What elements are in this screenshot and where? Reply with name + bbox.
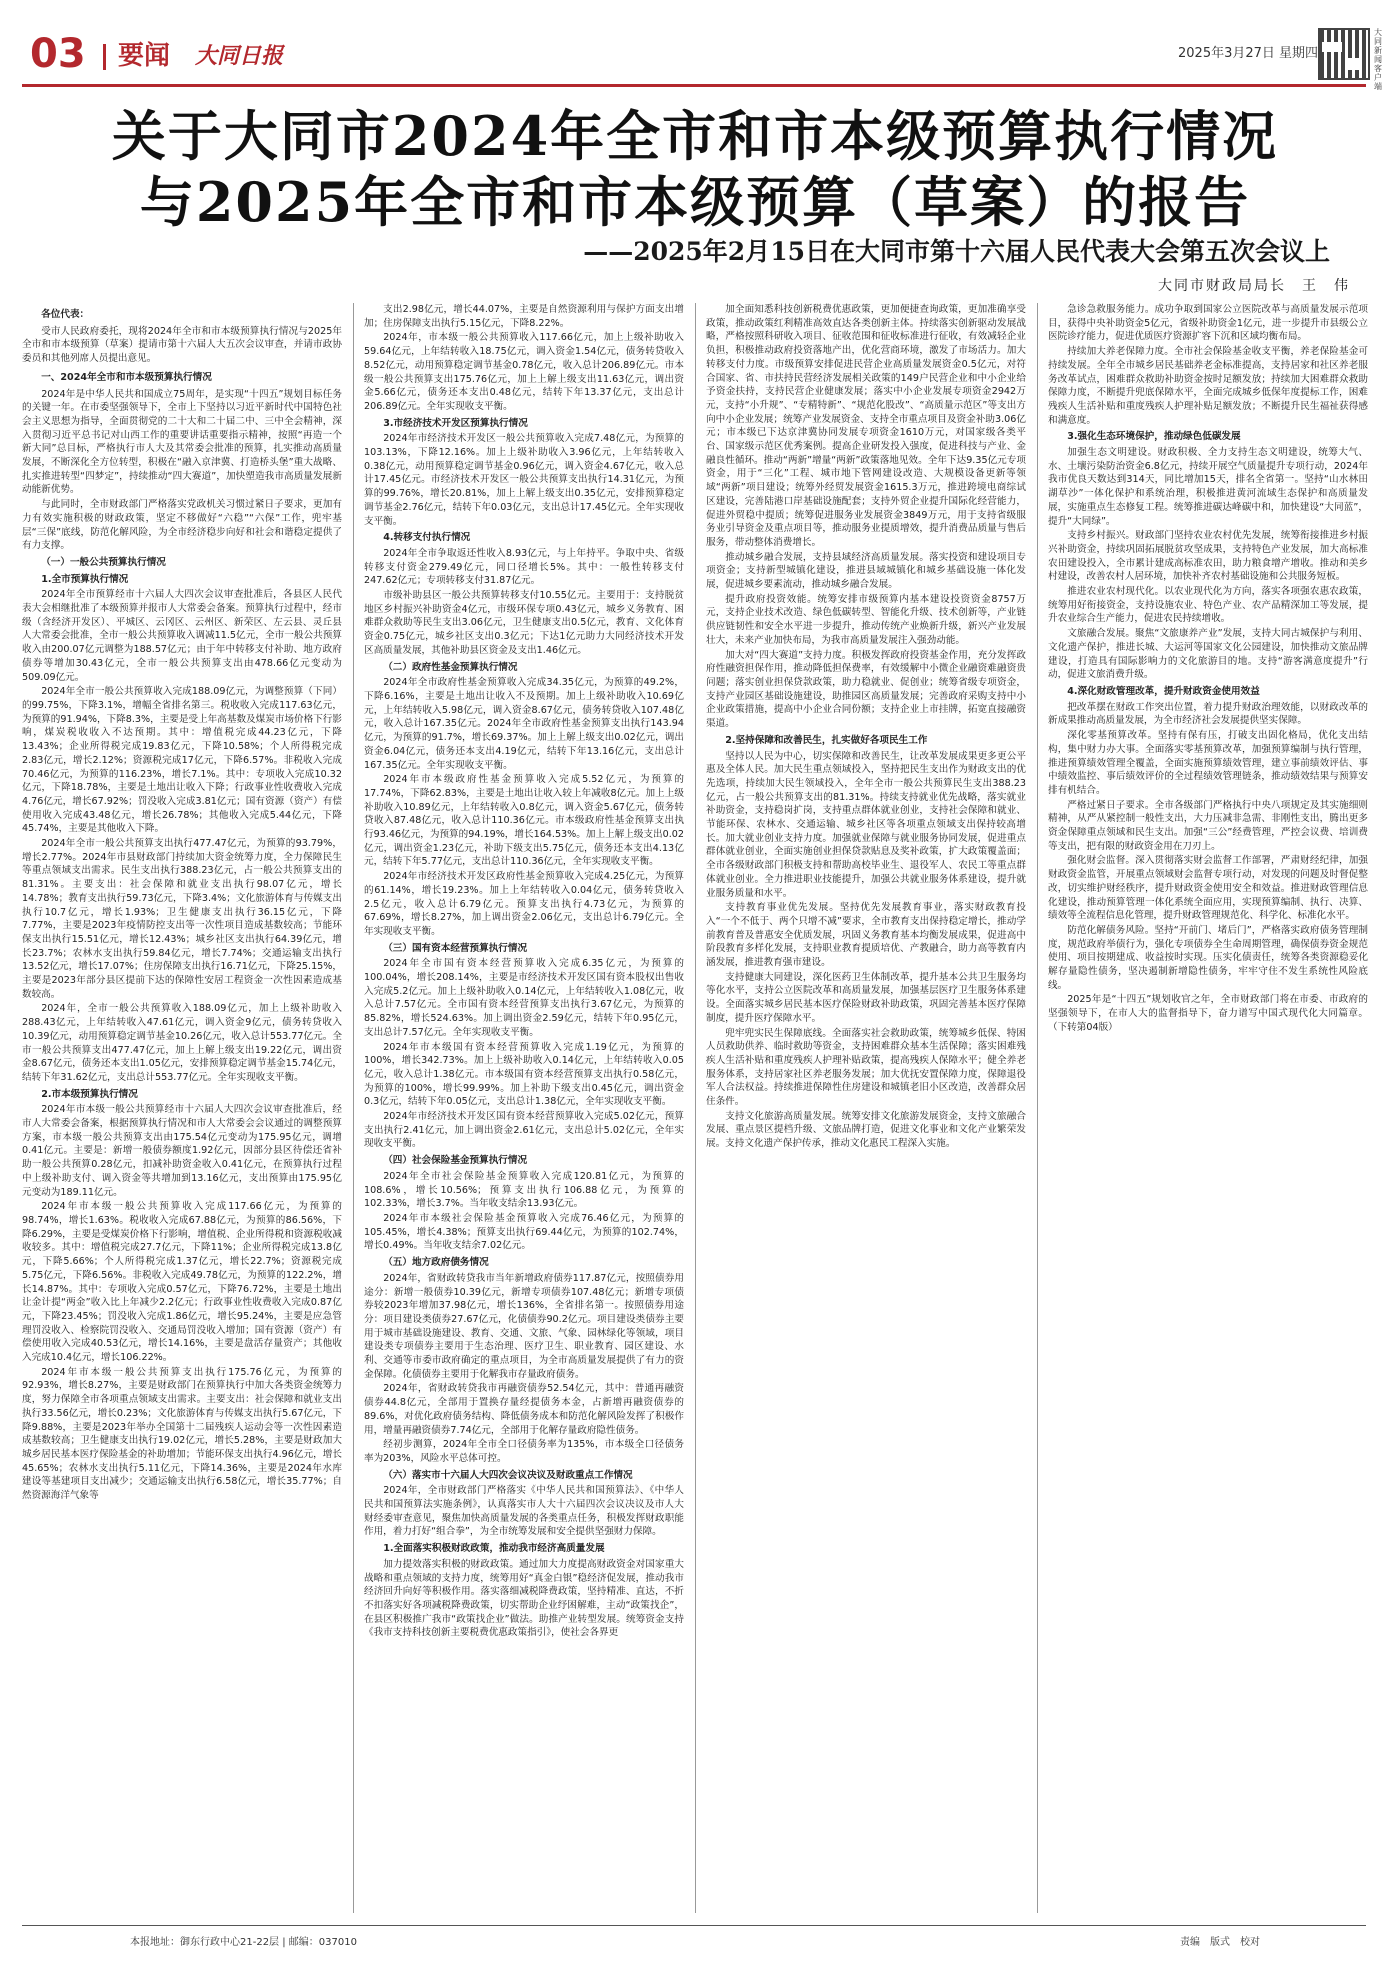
paragraph: 2024年全市社会保险基金预算收入完成120.81亿元，为预算的108.6%，增长10.56%；预算支出执行106.88亿元，为预算的102.33%，增长3.7%。当年收支结余13.93亿元。: [364, 1170, 684, 1210]
paragraph: 加力提效落实积极的财政政策。通过加大力度提高财政资金对国家重大战略和重点领域的支持力度，统筹用好“真金白银”稳经济促发展，推动我市经济回升向好等积极作用。落实落细减税降费政策，坚持精准、直达，不折不扣落实好各项减税降费政策，切实帮助企业纾困解难，主动“政策找企”，在县区积极推广我市“政策找企业”做法。助推产业转型发展。统筹资金支持《我市支持科技创新主要税费优惠政策指引》，使社会各界更: [364, 1558, 684, 1639]
paragraph: 市级补助县区一般公共预算转移支付10.55亿元。主要用于：支持脱贫地区乡村振兴补助资金4亿元，市级环保专项0.43亿元，城乡义务教育、困难群众救助等民生支出3.06亿元，卫生健康支出0.5亿元，教育、文化体育资金0.75亿元，城乡社区支出0.3亿元；下达1亿元助力大同经济技术开发区高质量发展，其他补助县区资金及支出1.46亿元。: [364, 590, 684, 656]
column-divider: [1037, 303, 1038, 1913]
paragraph: 2024年，全市财政部门严格落实《中华人民共和国预算法》、《中华人民共和国预算法实施条例》，认真落实市人大十六届四次会议决议及市人大财经委审查意见，聚焦加快高质量发展的各类重点任务，积极发挥财政职能作用，着力打好“组合拳”，为全市统筹发展和安全提供坚强财力保障。: [364, 1485, 684, 1538]
section-heading: 3.强化生态环境保护，推动绿色低碳发展: [1067, 431, 1241, 443]
paragraph: 2025年是“十四五”规划收官之年，全市财政部门将在市委、市政府的坚强领导下，在市人大的监督指导下，奋力谱写中国式现代化大同篇章。（下转第04版）: [1048, 994, 1368, 1033]
qr-code-detail: [1322, 42, 1342, 52]
paragraph: 严格过紧日子要求。全市各级部门严格执行中央八项规定及其实施细则精神，从严从紧控制一般性支出，大力压减非急需、非刚性支出，腾出更多资金保障重点领域和民生支出。加强“三公”经费管理，严控会议费、培训费等支出，把有限的财政资金用在刀刃上。: [1048, 799, 1368, 852]
paragraph: 2024年市经济技术开发区国有资本经营预算收入完成5.02亿元，预算支出执行2.41亿元，加上调出资金2.61亿元，支出总计5.02亿元，全年实现收支平衡。: [364, 1111, 684, 1150]
section-heading: 4.转移支付执行情况: [383, 532, 471, 544]
paragraph: 2024年市本级政府性基金预算收入完成5.52亿元，为预算的17.74%，下降62.83%，主要是土地出让收入较上年减收8亿元。加上上级补助收入10.89亿元，上年结转收入0.8亿元，调入资金5.67亿元，债务转贷收入87.48亿元，收入总计110.36亿元。市本级政府性基金预算支出执行93.46亿元，为预算的94.19%，增长164.53%。加上上解上级支出0.02亿元，调出资金1.23亿元，补助下级支出5.75亿元，债务还本支出4.13亿元，结转下年5.77亿元，支出总计110.36亿元，全年实现收支平衡。: [364, 774, 684, 868]
article-body: [22, 303, 1368, 1913]
section-heading: （四）社会保险基金预算执行情况: [383, 1155, 528, 1167]
page-number: 03: [30, 31, 86, 77]
qr-code-detail: [1346, 58, 1362, 70]
text-column-4: [1048, 303, 1368, 1913]
paragraph: 2024年全市政府性基金预算收入完成34.35亿元，为预算的49.2%，下降6.16%，主要是土地出让收入不及预期。加上上级补助收入10.69亿元，上年结转收入5.98亿元，调入资金8.67亿元，债务转贷收入107.48亿元，收入总计167.35亿元。2024年全市政府性基金预算支出执行143.94亿元，为预算的91.7%，增长69.37%。加上上解上级支出0.02亿元，调出资金6.04亿元，债务还本支出4.19亿元，结转下年13.16亿元，支出总计167.35亿元。全年实现收支平衡。: [364, 677, 684, 771]
paragraph: 深化零基预算改革。坚持有保有压，打破支出固化格局，优化支出结构，集中财力办大事。全面落实零基预算改革，加强预算编制与执行管理，推进预算绩效管理全覆盖，全面实施预算绩效管理，建立事前绩效评估、事中绩效监控、事后绩效评价的全过程绩效管理链条，推动绩效结果与预算安排有机结合。: [1048, 730, 1368, 796]
paragraph: 2024年是中华人民共和国成立75周年，是实现“十四五”规划目标任务的关键一年。在市委坚强领导下，全市上下坚持以习近平新时代中国特色社会主义思想为指导，全面贯彻党的二十大和二十届二中、三中全会精神，深入贯彻习近平总书记对山西工作的重要讲话重要指示精神，按照“再造一个新大同”总目标，严格执行市人大及其常委会批准的预算，扎实推动高质量发展，不断深化全方位转型，积极在“融入京津冀、打造桥头堡”重大战略、扎实推进转型“四梦定”，持续推动“四大赛道”，加快塑造我市高质量发展新动能新优势。: [22, 388, 342, 496]
paragraph: 文旅融合发展。聚焦“文旅康养产业”发展，支持大同古城保护与利用、文化遗产保护，推进长城、大运河等国家文化公园建设，加快推动文旅品牌建设，打造具有国际影响力的文化旅游目的地。支持“游客满意度提升”行动，促进文旅消费升级。: [1048, 628, 1368, 681]
paragraph: 加强生态文明建设。财政积极、全力支持生态文明建设，统筹大气、水、土壤污染防治资金6.8亿元，持续开展空气质量提升专项行动，2024年我市优良天数达到314天，同比增加15天，排名全省第一。坚持“山水林田湖草沙”一体化保护和系统治理，积极推进黄河流域生态保护和高质量发展，实施重点生态修复工程。统筹推进碳达峰碳中和，加快建设“大同蓝”，提升“大同绿”。: [1048, 447, 1368, 527]
section-heading: 一、2024年全市和市本级预算执行情况: [41, 371, 212, 383]
paragraph: 2024年市经济技术开发区一般公共预算收入完成7.48亿元，为预算的103.13%，下降12.16%。加上上级补助收入3.96亿元，上年结转收入0.38亿元，动用预算稳定调节基金0.96亿元，调入资金4.67亿元，收入总计17.45亿元。市经济技术开发区一般公共预算支出执行14.31亿元，为预算的99.76%，增长20.81%，加上上解上级支出0.35亿元，安排预算稳定调节基金2.76亿元，结转下年0.03亿元，支出总计17.45亿元。全年实现收支平衡。: [364, 433, 684, 527]
section-heading: （六）落实市十六届人大四次会议决议及财政重点工作情况: [383, 1469, 633, 1481]
paragraph: 与此同时，全市财政部门严格落实党政机关习惯过紧日子要求，更加有力有效实施积极的财政政策，坚定不移做好“六稳”“六保”工作，兜牢基层“三保”底线，防范化解风险，为全市经济稳步向好和社会和谐稳定提供了有力支撑。: [22, 499, 342, 552]
paragraph: 2024年全市一般公共预算收入完成188.09亿元，为调整预算（下同）的99.75%，下降3.1%，增幅全省排名第三。税收收入完成117.63亿元，为预算的91.94%，下降8.3%，主要是受上年高基数及煤炭市场价格下行影响，煤炭税收收入不达预期。其中：增值税完成44.23亿元，下降13.43%；企业所得税完成19.83亿元，下降10.58%；个人所得税完成2.83亿元，增长2.12%；资源税完成17亿元，下降6.57%。非税收入完成70.46亿元，为预算的116.23%，增长7.1%。其中：专项收入完成10.32亿元，下降18.78%，主要是土地出让收入下降；行政事业性收费收入完成4.76亿元，增长67.92%；罚没收入完成3.81亿元；国有资源（资产）有偿使用收入完成43.48亿元，增长26.78%；其他收入完成5.44亿元，下降45.74%，主要是其他收入下降。: [22, 686, 342, 835]
paragraph: 2024年，市本级一般公共预算收入117.66亿元，加上上级补助收入59.64亿元，上年结转收入18.75亿元，调入资金1.54亿元，债务转贷收入8.52亿元，动用预算稳定调节基金0.78亿元，收入总计206.89亿元。市本级一般公共预算支出175.76亿元，加上上解上级支出11.63亿元，调出资金5.66亿元，债务还本支出0.48亿元，结转下年13.37亿元，支出总计206.89亿元。全年实现收支平衡。: [364, 332, 684, 412]
text-column-2: [364, 303, 684, 1913]
section-heading: （五）地方政府债务情况: [383, 1257, 489, 1269]
column-divider: [353, 303, 354, 1913]
paragraph: 强化财会监督。深入贯彻落实财会监督工作部署，严肃财经纪律，加强财政资金监管，开展重点领域财会监督专项行动，对发现的问题及时督促整改，切实维护财经秩序，提升财政资金使用安全和效益。推进财政管理信息化建设，推动预算管理一体化系统全面应用，实现预算编制、执行、决算、绩效等全流程信息化管理，提升财政管理规范化、科学化、标准化水平。: [1048, 855, 1368, 922]
masthead-rule: [22, 84, 1366, 87]
section-heading: 各位代表：: [41, 309, 90, 320]
section-heading: （三）国有资本经营预算执行情况: [383, 942, 528, 954]
paragraph: 支出2.98亿元，增长44.07%，主要是自然资源利用与保护方面支出增加；住房保障支出执行5.15亿元，下降8.22%。: [364, 304, 684, 329]
paragraph: 2024年市经济技术开发区政府性基金预算收入完成4.25亿元，为预算的61.14%，增长19.23%。加上上年结转收入0.04亿元，债务转贷收入2.5亿元，收入总计6.79亿元。预算支出执行4.73亿元，为预算的67.69%，增长8.27%，加上调出资金2.06亿元，支出总计6.79亿元。全年实现收支平衡。: [364, 871, 684, 937]
paragraph: 2024年市本级一般公共预算收入完成117.66亿元，为预算的98.74%，增长1.63%。税收收入完成67.88亿元，为预算的86.56%，下降6.29%，主要是受煤炭价格下行影响，增值税、企业所得税和资源税收减收较多。其中：增值税完成27.7亿元，下降11%；企业所得税完成13.8亿元，下降5.66%；个人所得税完成1.37亿元，增长22.7%；资源税完成5.75亿元，下降6.56%。非税收入完成49.78亿元，为预算的122.2%，增长14.87%。其中：专项收入完成0.57亿元，下降76.72%，主要是土地出让金计提“两金”收入比上年减少2.2亿元；行政事业性收费收入完成0.87亿元，下降23.45%；罚没收入完成1.86亿元，增长95.24%，主要是应急管理罚没收入、检察院罚没收入、交通局罚没收入增加；国有资源（资产）有偿使用收入完成40.53亿元，增长14.16%，主要是盘活存量资产；其他收入完成10.4亿元，增长106.22%。: [22, 1201, 342, 1364]
section-heading: 1.全面落实积极财政政策，推动我市经济高质量发展: [383, 1543, 605, 1555]
paragraph: 2024年市本级社会保险基金预算收入完成76.46亿元，为预算的105.45%，增长4.38%；预算支出执行69.44亿元，为预算的102.74%，增长0.49%。当年收支结余7.02亿元。: [364, 1213, 684, 1252]
paragraph: 2024年市本级一般公共预算经市十六届人大四次会议审查批准后，经市人大常委会备案，根据预算执行情况和市人大常委会会议通过的调整预算方案，市本级一般公共预算支出由175.54亿元变动为175.95亿元，调增0.41亿元。主要是：新增一般债券额度1.92亿元，因部分县区待偿还省补助一般公共预算0.28亿元，扣减补助资金收入0.41亿元，在预算执行过程中上级补助支付、调入资金等共增加到13.16亿元，支出预算由175.95亿元变动为189.11亿元。: [22, 1104, 342, 1198]
section-heading: 2.坚持保障和改善民生，扎实做好各项民生工作: [725, 734, 928, 746]
article-title-line-1: 关于大同市2024年全市和市本级预算执行情况: [111, 104, 1279, 168]
text-column-1: [22, 303, 342, 1913]
section-heading: 4.深化财政管理改革，提升财政资金使用效益: [1067, 685, 1260, 697]
paragraph: 2024年全市争取返还性收入8.93亿元，与上年持平。争取中央、省级转移支付资金279.49亿元，同口径增长5%。其中：一般性转移支付247.62亿元；专项转移支付31.87亿元。: [364, 547, 684, 587]
section-label: 要闻: [118, 41, 171, 71]
paragraph: 2024年全市一般公共预算支出执行477.47亿元，为预算的93.79%，增长2.77%。2024年市县财政部门持续加大资金统筹力度，全力保障民生等重点领域支出需求。民生支出执行388.23亿元，占一般公共预算支出的81.31%。主要支出：社会保障和就业支出执行98.07亿元，增长14.78%；教育支出执行59.73亿元，下降3.4%；文化旅游体育与传媒支出执行10.7亿元，增长1.93%；卫生健康支出执行36.15亿元，下降7.77%，主要是2023年疫情防控支出等一次性项目造成基数较高；节能环保支出执行15.51亿元，增长12.43%；城乡社区支出执行64.39亿元，增长23.7%；农林水支出执行59.84亿元，增长7.74%；交通运输支出执行13.52亿元，增长17.07%；住房保障支出执行16.71亿元，下降25.15%，主要是2023年部分县区提前下达的保障性安居工程资金一次性因素造成基数较高。: [22, 838, 342, 1000]
issue-date: 2025年3月27日 星期四: [1178, 46, 1319, 61]
paragraph: 2024年，全市一般公共预算收入188.09亿元，加上上级补助收入288.43亿元，上年结转收入47.61亿元，调入资金9亿元，债务转贷收入10.39亿元，动用预算稳定调节基金10.26亿元，收入总计553.77亿元。全市一般公共预算支出477.47亿元，加上上解上级支出19.22亿元，调出资金8.67亿元，债务还本支出1.05亿元，安排预算稳定调节基金15.74亿元，结转下年31.62亿元，支出总计553.77亿元。全年实现收支平衡。: [22, 1003, 342, 1083]
paragraph: 2024年市本级国有资本经营预算收入完成1.19亿元，为预算的100%，增长342.73%。加上上级补助收入0.14亿元，上年结转收入0.05亿元，收入总计1.38亿元。市本级国有资本经营预算支出执行0.58亿元，为预算的100%，增长99.99%。加上补助下级支出0.45亿元，调出资金0.3亿元，结转下年0.05亿元，支出总计1.38亿元，全年实现收支平衡。: [364, 1041, 684, 1108]
paragraph: 坚持以人民为中心，切实保障和改善民生，让改革发展成果更多更公平惠及全体人民。加大民生重点领域投入，坚持把民生支出作为财政支出的优先选项，持续加大民生领域投入，全年全市一般公共预算民生支出388.23亿元，占一般公共预算支出的81.31%。持续支持就业优先战略，落实就业补助资金，支持稳岗扩岗，支持重点群体就业创业，支持社会保障和就业、节能环保、农林水、交通运输、城乡社区等各项重点领域支出保持较高增长。加大就业创业支持力度。加强就业保障与就业服务协同发展，促进重点群体就业创业，全面实施创业担保贷款贴息及奖补政策，扩大政策覆盖面；全市各级财政部门积极支持和帮助高校毕业生、退役军人、农民工等重点群体就业创业。全力推进职业技能提升，加强公共就业服务体系建设，提升就业服务质量和水平。: [706, 750, 1026, 899]
article-title-line-2: 与2025年全市和市本级预算（草案）的报告: [139, 170, 1251, 234]
section-heading: 2.市本级预算执行情况: [41, 1088, 138, 1100]
masthead-divider: [103, 44, 106, 70]
section-heading: （二）政府性基金预算执行情况: [383, 661, 518, 673]
footer-credits: 责编 版式 校对: [1180, 1937, 1260, 1948]
paragraph: 受市人民政府委托，现将2024年全市和市本级预算执行情况与2025年全市和市本级预算（草案）提请市第十六届人大五次会议审查，并请市政协委员和其他列席人员提出意见。: [22, 325, 342, 365]
section-heading: 1.全市预算执行情况: [41, 573, 129, 585]
paragraph: 2024年全市预算经市十六届人大四次会议审查批准后，各县区人民代表大会相继批准了本级预算并报市人大常委会备案。预算执行过程中，经市级（含经济开发区）、平城区、云冈区、云州区、新荣区、左云县、灵丘县人大常委会批准，全市一般公共预算收入调减11.5亿元，全市一般公共预算收入由200.07亿元调整为188.57亿元；由于年中转移支付补助、地方政府债券等增加30.43亿元，全市一般公共预算支出由478.66亿元变动为509.09亿元。: [22, 589, 342, 683]
paragraph: 推动城乡融合发展，支持县域经济高质量发展。落实投资和建设项目专项资金；支持新型城镇化建设，推进县域城镇化和城乡基础设施一体化发展，促进城乡要素流动，推动城乡融合发展。: [706, 551, 1026, 591]
qr-side-text: 大同新闻客户端: [1374, 28, 1382, 91]
paragraph: 支持乡村振兴。财政部门坚持农业农村优先发展，统筹衔接推进乡村振兴补助资金，持续巩固拓展脱贫攻坚成果，支持特色产业发展，加大高标准农田建设投入，全市累计建成高标准农田，助力粮食增产增收。推动和美乡村建设，改善农村人居环境，加快补齐农村基础设施和公共服务短板。: [1048, 530, 1368, 583]
column-divider: [695, 303, 696, 1913]
paragraph: 加全面知悉科技创新税费优惠政策，更加便捷查询政策，更加准确享受政策，推动政策红利精准高效直达各类创新主体。持续落实创新驱动发展战略，严格按照科研收入项目、征收范围和征收标准进行征收，有效减轻企业负担，积极推动政府投资落地产出，优化营商环境，激发了市场活力。加大转移支付力度。市级预算安排促进民营企业高质量发展资金0.5亿元，对符合国家、省、市扶持民营经济发展相关政策的149户民营企业和中小企业给予资金扶持，支持民营企业健康发展；落实中小企业发展专项资金2942万元，支持“小升规”、“专精特新”、“规范化股改”、“高质量示范区”等支出方向中小企业发展；统筹产业发展资金、支持全市重点项目及资金补助3.06亿元；市本级已下达京津冀协同发展专项资金1610万元，对国家级各类平台、国家级示范区优秀案例。提高企业研发投入强度，促进科技与产业、金融良性循环。推动“两新”增量“两新”政策落地见效。全年下达9.35亿元专项资金，用于“三化”工程、城市地下管网建设改造、大规模设备更新等领域“两新”项目建设；统筹外经贸发展资金1615.3万元，推进跨境电商综试区建设，完善陆港口岸基础设施配套；支持外贸企业提升国际化经营能力，促进外贸稳中提质；统筹促进服务业发展资金3849万元，用于支持省级服务业引导资金及重点项目等，推动服务业提质增效，提升消费品质量与售后服务，带动整体消费增长。: [706, 304, 1026, 548]
qr-code-icon[interactable]: [1318, 28, 1370, 80]
section-heading: 3.市经济技术开发区预算执行情况: [383, 417, 528, 429]
paragraph: 防范化解债务风险。坚持“开前门、堵后门”，严格落实政府债务管理制度，规范政府举债行为，强化专项债券全生命周期管理，确保债券资金规范使用、项目按期建成、收益按时实现。压实化债责任，统筹各类资源稳妥化解存量隐性债务，坚决遏制新增隐性债务，牢牢守住不发生系统性风险底线。: [1048, 924, 1368, 991]
paragraph: 提升政府投资效能。统筹安排市级预算内基本建设投资资金8757万元，支持企业技术改造、绿色低碳转型、智能化升级、技术创新等，产业链供应链韧性和安全水平进一步提升，推动传统产业焕新升级，新兴产业发展壮大，未来产业加快布局，为我市高质量发展注入强劲动能。: [706, 593, 1026, 646]
footer-address: 本报地址：御东行政中心21-22层 | 邮编：037010: [130, 1937, 357, 1948]
paragraph: 加大对“四大赛道”支持力度。积极发挥政府投资基金作用，充分发挥政府性融资担保作用，推动降低担保费率，有效缓解中小微企业融资难融资贵问题；落实创业担保贷款政策，助力稳就业、促创业；统筹省级专项资金，支持产业园区基础设施建设，助推园区高质量发展；完善政府采购支持中小企业政策措施，提高中小企业合同份额；支持企业上市挂牌，拓宽直接融资渠道。: [706, 649, 1026, 730]
paragraph: 兜牢兜实民生保障底线。全面落实社会救助政策，统筹城乡低保、特困人员救助供养、临时救助等资金，支持困难群众基本生活保障；落实困难残疾人生活补贴和重度残疾人护理补贴政策，提高残疾人保障水平；健全养老服务体系，支持居家社区养老服务发展；加大优抚安置保障力度，保障退役军人合法权益。持续推进保障性住房建设和城镇老旧小区改造，改善群众居住条件。: [706, 1027, 1026, 1108]
footer-rule: [22, 1925, 1366, 1926]
paragraph: 急诊急救服务能力。成功争取到国家公立医院改革与高质量发展示范项目，获得中央补助资金5亿元，省级补助资金1亿元，进一步提升市县级公立医院诊疗能力，促进优质医疗资源扩容下沉和区域均衡布局。: [1048, 304, 1368, 343]
article-subtitle: ——2025年2月15日在大同市第十六届人民代表大会第五次会议上: [583, 237, 1330, 266]
paragraph: 2024年，省财政转贷我市当年新增政府债券117.87亿元，按照债券用途分：新增一般债券10.39亿元，新增专项债券107.48亿元；新增专项债券较2023年增加37.98亿元，增长136%，全省排名第一。按照债券用途分：项目建设类债券27.67亿元，化债债券90.2亿元。项目建设类债券主要用于城市基础设施建设、教育、交通、文旅、气象、园林绿化等领域，项目建设类专项债券主要用于生态治理、医疗卫生、职业教育、园区建设、水利、交通等市委市政府确定的重点项目，为全市高质量发展提供了有力的资金保障。化债债券主要用于化解我市存量政府债务。: [364, 1272, 684, 1380]
newspaper-logo: 大同日报: [195, 43, 284, 69]
text-column-3: [706, 303, 1026, 1913]
paragraph: 支持文化旅游高质量发展。统筹安排文化旅游发展资金，支持文旅融合发展、重点景区提档升级、文旅品牌打造，促进文化事业和文化产业繁荣发展。支持文化遗产保护传承，推动文化惠民工程深入实施。: [706, 1110, 1026, 1150]
paragraph: 支持教育事业优先发展。坚持优先发展教育事业，落实财政教育投入“一个不低于、两个只增不减”要求，全市教育支出保持稳定增长，推动学前教育普及普惠安全优质发展，巩固义务教育基本均衡发展成果，促进高中阶段教育多样化发展，支持职业教育提质培优、产教融合，助力高等教育内涵发展，推进教育强市建设。: [706, 902, 1026, 969]
masthead: [0, 0, 1388, 95]
paragraph: 2024年，省财政转贷我市再融资债券52.54亿元，其中：普通再融资债券44.8亿元，全部用于置换存量经提债务本金，占新增再融资债券的89.6%，对优化政府债务结构、降低债务成本和防范化解风险发挥了积极作用，增量再融资债券7.74亿元，全部用于化解存量政府隐性债务。: [364, 1383, 684, 1436]
article-author: 大同市财政局局长 王 伟: [1158, 278, 1350, 294]
paragraph: 持续加大养老保障力度。全市社会保险基金收支平衡，养老保险基金可持续发展。全年全市城乡居民基础养老金标准提高，支持居家和社区养老服务改革试点，困难群众救助补助资金按时足额发放；持续加大困难群众救助保障力度，不断提升兜底保障水平，全面完成城乡低保年度提标工作，困难残疾人生活补贴和重度残疾人护理补贴足额发放；不断提升民生福祉获得感和满意度。: [1048, 346, 1368, 426]
paragraph: 推进农业农村现代化。以农业现代化为方向，落实各项强农惠农政策，统筹用好衔接资金，支持设施农业、特色产业、农产品精深加工等发展，提升农业综合生产能力，促进农民持续增收。: [1048, 586, 1368, 625]
section-heading: （一）一般公共预算执行情况: [41, 556, 166, 568]
paragraph: 把改革摆在财政工作突出位置，着力提升财政治理效能，以财政改革的新成果推动高质量发展，为全市经济社会发展提供坚实保障。: [1048, 701, 1368, 727]
paragraph: 经初步测算，2024年全市全口径债务率为135%，市本级全口径债务率为203%，风险水平总体可控。: [364, 1439, 684, 1464]
paragraph: 2024年全市国有资本经营预算收入完成6.35亿元，为预算的100.04%，增长208.14%，主要是市经济技术开发区国有资本股权出售收入完成5.2亿元。加上上级补助收入0.14亿元，上年结转收入1.08亿元，收入总计7.57亿元。全市国有资本经营预算支出执行3.67亿元，为预算的85.82%，增长524.63%。加上调出资金2.59亿元，结转下年0.95亿元，支出总计7.57亿元。全年实现收支平衡。: [364, 958, 684, 1038]
paragraph: 2024年市本级一般公共预算支出执行175.76亿元，为预算的92.93%，增长8.27%，主要是财政部门在预算执行中加大各类资金统筹力度，努力保障全市各项重点领域支出需求。主要支出：社会保障和就业支出执行33.56亿元，增长0.23%；文化旅游体育与传媒支出执行5.67亿元，下降9.88%，主要是2023年举办全国第十二届残疾人运动会等一次性因素造成基数较高；卫生健康支出执行19.02亿元，增长5.28%，主要是财政加大城乡居民基本医疗保险基金的补助增加；节能环保支出执行4.96亿元，增长45.65%；农林水支出执行5.11亿元，下降14.36%，主要是2024年水库建设等基建项目支出减少；交通运输支出执行6.58亿元，增长35.77%；自然资源海洋气象等: [22, 1366, 342, 1502]
paragraph: 支持健康大同建设，深化医药卫生体制改革，提升基本公共卫生服务均等化水平，支持公立医院改革和高质量发展，加强基层医疗卫生服务体系建设。全面落实城乡居民基本医疗保险财政补助政策，巩固完善基本医疗保障制度，提升医疗保障水平。: [706, 971, 1026, 1024]
